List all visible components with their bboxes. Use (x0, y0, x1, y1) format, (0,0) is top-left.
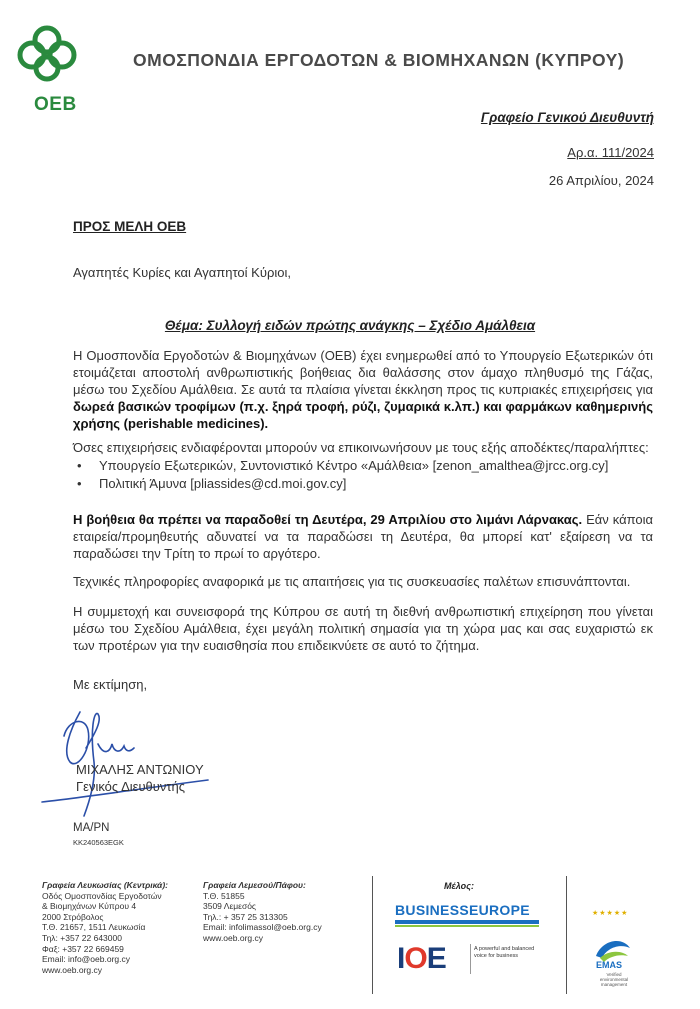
organization-name: ΟΜΟΣΠΟΝΔΙΑ ΕΡΓΟΔΟΤΩΝ & ΒΙΟΜΗΧΑΝΩΝ (ΚΥΠΡΟΥ) (133, 50, 625, 70)
paragraph-2: Όσες επιχειρήσεις ενδιαφέρονται μπορούν να επικοινωνήσουν με τους εξής αποδέκτες/παραλήπτες: (73, 440, 649, 455)
footer-nicosia-title: Γραφεία Λευκωσίας (Κεντρικά): (42, 880, 168, 890)
footer-line: 3509 Λεμεσός (203, 901, 257, 912)
footer-line: Τηλ: +357 22 643000 (42, 932, 122, 943)
emas-stars-icon: ★★★★★ (592, 910, 629, 917)
paragraph-3-bold: Η βοήθεια θα πρέπει να παραδοθεί τη Δευτέρα, 29 Απριλίου στο λιμάνι Λάρνακας. (73, 512, 583, 527)
greeting: Αγαπητές Κυρίες και Αγαπητοί Κύριοι, (73, 265, 291, 280)
letter-date: 26 Απριλίου, 2024 (548, 173, 654, 188)
member-label: Μέλος: (444, 881, 474, 891)
paragraph-4: Τεχνικές πληροφορίες αναφορικά με τις απαιτήσεις για τις συσκευασίες παλέτων επισυνάπτονται. (73, 574, 631, 589)
contact-list (73, 457, 653, 493)
signer-title: Γενικός Διευθυντής (76, 779, 186, 794)
footer-line: Τ.Θ. 51855 (203, 890, 245, 901)
reference-number: Αρ.α. 111/2024 (567, 145, 654, 160)
footer-line: Τ.Θ. 21657, 1511 Λευκωσία (42, 922, 146, 933)
list-item-text: Υπουργείο Εξωτερικών, Συντονιστικό Κέντρο «Αμάλθεια» [zenon_amalthea@jrcc.org.cy] (99, 458, 609, 473)
footer-line: www.oeb.org.cy (203, 932, 263, 943)
paragraph-1-text: Η Ομοσπονδία Εργοδοτών & Βιομηχάνων (ΟΕΒ) έχει ενημερωθεί από το Υπουργείο Εξωτερικών ότι ετοιμάζεται αποστολή ανθρωπιστικής βοήθειας δια θαλάσσης στον άμαχο πληθυσμό της Γάζας, μέσω του Σχεδίου Αμάλθεια. Σε αυτά τα πλαίσια γίνεται έκκληση προς τις κυπριακές επιχειρήσεις για (73, 348, 653, 397)
oeb-logo (12, 24, 82, 115)
closing: Με εκτίμηση, (73, 677, 148, 692)
footer-line: Τηλ.: + 357 25 313305 (203, 911, 288, 922)
oeb-rings-icon (16, 24, 78, 82)
footer-line: Οδός Ομοσπονδίας Εργοδοτών (42, 890, 162, 901)
subject-line: Θέμα: Συλλογή ειδών πρώτης ανάγκης – Σχέδιο Αμάλθεια (164, 318, 536, 333)
paragraph-1 (73, 347, 653, 432)
footer-limassol-title: Γραφεία Λεμεσού/Πάφου: (203, 880, 306, 890)
bullet-icon: • (77, 458, 82, 473)
emas-label: EMAS (596, 960, 623, 970)
list-item (73, 457, 653, 475)
list-item (73, 475, 653, 493)
office-name: Γραφείο Γενικού Διευθυντή (480, 110, 654, 125)
paragraph-5: Η συμμετοχή και συνεισφορά της Κύπρου σε αυτή τη διεθνή ανθρωπιστική επιχείρηση που γίνεται μέσω του Σχεδίου Αμάλθεια, έχει μεγάλη πολιτική σημασία για τη χώρα μας και σας ευχαριστώ εκ των προτέρων για την ευαισθησία που επιδεικνύετε σε αυτό το ζήτημα. (73, 604, 653, 653)
emas-subtitle: Verified environmental management (599, 972, 629, 987)
businesseurope-bar (395, 920, 539, 924)
ioe-logo (397, 942, 446, 976)
ioe-letter-e: E (426, 942, 446, 975)
paragraph-3 (73, 511, 653, 562)
footer-line: & Βιομηχάνων Κύπρου 4 (42, 901, 137, 912)
footer-nicosia (42, 880, 168, 975)
ioe-letter-o: O (404, 942, 427, 975)
businesseurope-logo: BUSINESSEUROPE (395, 902, 530, 918)
businesseurope-bar-accent (395, 925, 539, 927)
recipient-heading: ΠΡΟΣ ΜΕΛΗ ΟΕΒ (73, 219, 187, 234)
list-item-text: Πολιτική Άμυνα [pliassides@cd.moi.gov.cy] (99, 476, 347, 491)
footer-line: Email: info@oeb.org.cy (42, 954, 131, 965)
logo-text: OEB (34, 94, 77, 115)
document-code: KK240563EGK (73, 838, 124, 847)
bullet-icon: • (77, 476, 82, 491)
footer-divider (566, 876, 567, 994)
footer-line: 2000 Στρόβολος (42, 911, 104, 922)
paragraph-3-text: Εάν κάποια εταιρεία/προμηθευτής αδυνατεί να τα παραδώσει τη Δευτέρα, θα μπορεί κατ' εξαίρεση να τα παραδώσει την Τρίτη το πρωί το αργότερο. (73, 512, 654, 561)
paragraph-1-bold: δωρεά βασικών τροφίμων (π.χ. ξηρά τροφή, ρύζι, ζυμαρικά κ.λπ.) και φαρμάκων καθημερινής χρήσης (perishable medicines). (73, 399, 653, 431)
footer-divider (372, 876, 373, 994)
footer-line: www.oeb.org.cy (42, 964, 102, 975)
footer-line: Φαξ: +357 22 669459 (42, 943, 124, 954)
footer-limassol (203, 880, 322, 944)
ioe-tagline: A powerful and balanced voice for business (474, 946, 535, 959)
signer-name: ΜΙΧΑΛΗΣ ΑΝΤΩΝΙΟΥ (76, 762, 204, 777)
footer-line: Email: infolimassol@oeb.org.cy (203, 922, 322, 933)
ioe-separator (470, 944, 471, 974)
ioe-letter-i: I (397, 942, 405, 975)
initials: ΜΑ/ΡΝ (73, 822, 110, 834)
handwritten-signature (40, 690, 210, 830)
